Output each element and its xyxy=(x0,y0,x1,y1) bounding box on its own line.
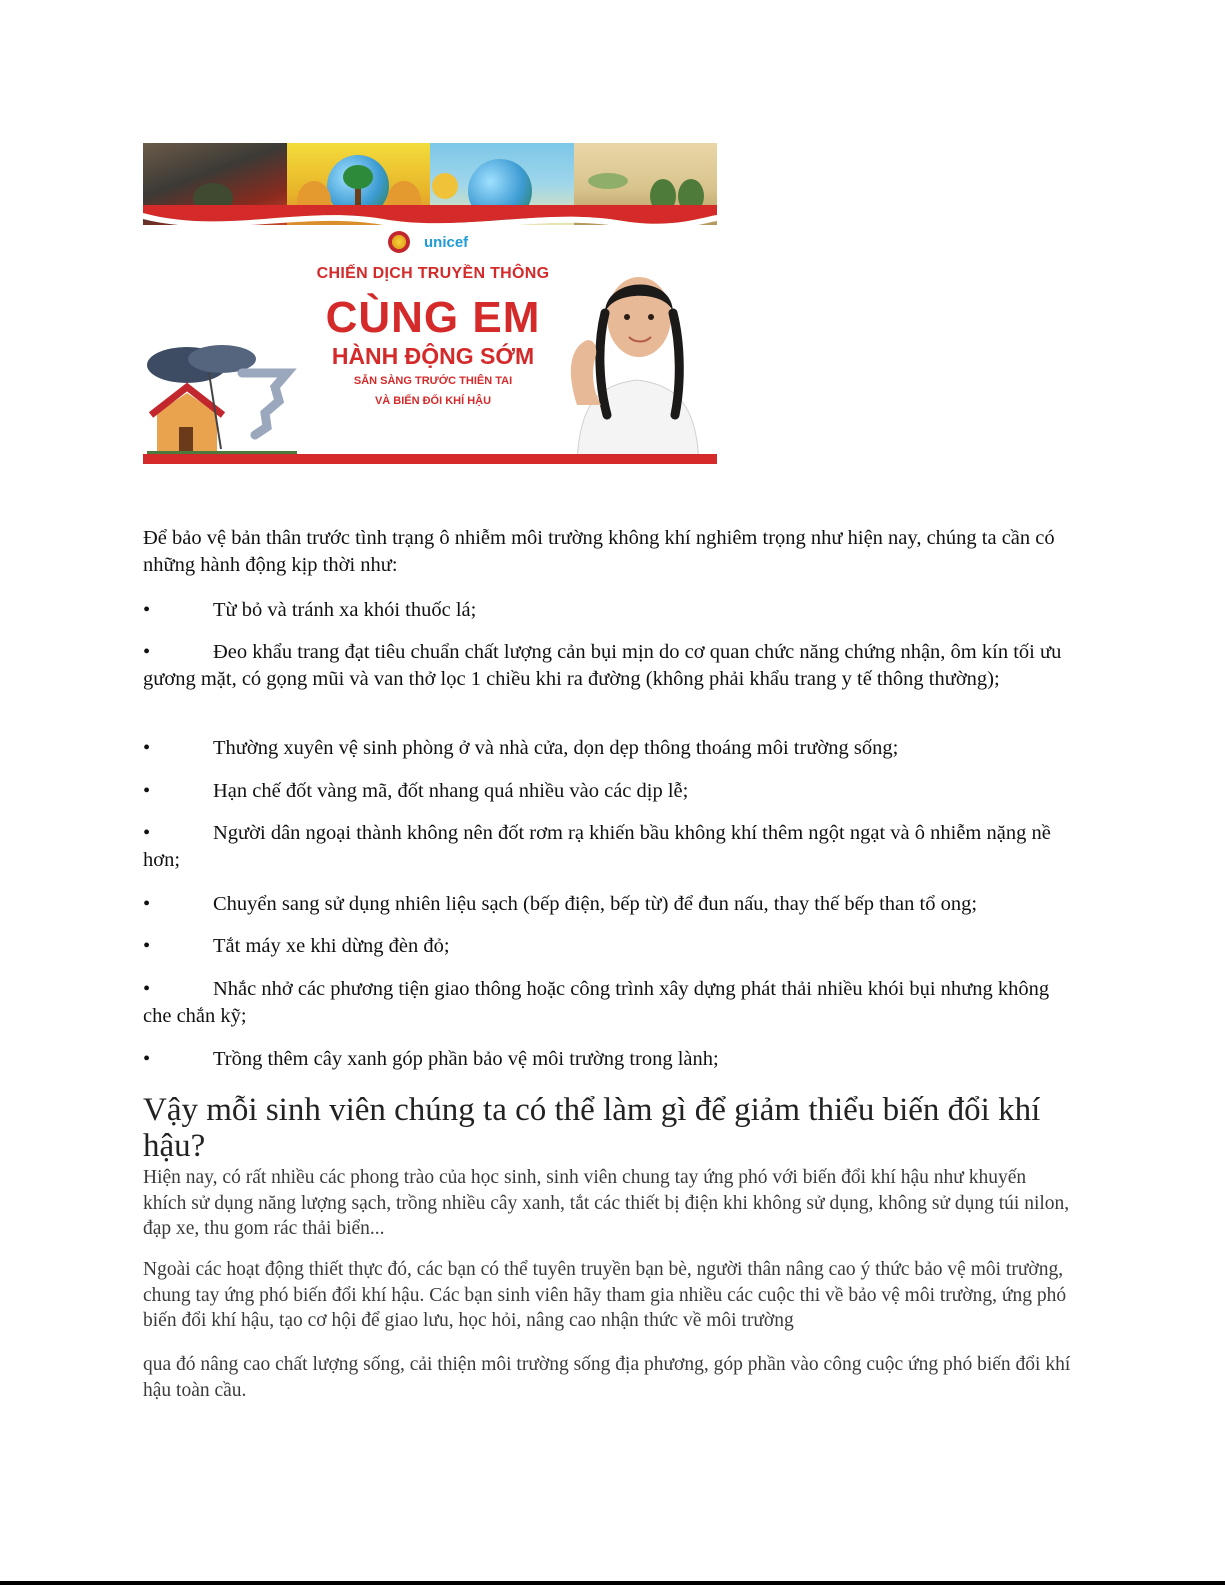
paragraph: Hiện nay, có rất nhiều các phong trào của học sinh, sinh viên chung tay ứng phó với biến đổi khí hậu như khuyến khích sử dụng năng lượng sạch, trồng nhiều cây xanh, tắt các thiết bị điện khi không sử dụng, không sử dụng túi nilon, đạp xe, thu gom rác thải biển... xyxy=(143,1167,1070,1239)
section-heading: Vậy mỗi sinh viên chúng ta có thể làm gì để giảm thiểu biến đổi khí hậu? xyxy=(143,1092,1041,1164)
list-item-text: Thường xuyên vệ sinh phòng ở và nhà cửa, dọn dẹp thông thoáng môi trường sống; xyxy=(213,737,899,759)
banner-title: CÙNG EM xyxy=(325,293,541,342)
banner-subtitle: HÀNH ĐỘNG SỚM xyxy=(331,343,535,369)
list-item-text: Hạn chế đốt vàng mã, đốt nhang quá nhiều vào các dịp lễ; xyxy=(213,780,689,802)
bullet-icon: • xyxy=(143,737,151,759)
bullet-icon: • xyxy=(143,1048,151,1070)
banner-tagline-2: VÀ BIẾN ĐỔI KHÍ HẬU xyxy=(374,395,492,407)
list-item xyxy=(143,976,1073,1030)
campaign-banner-image xyxy=(143,143,717,464)
paragraph: Ngoài các hoạt động thiết thực đó, các bạn có thể tuyên truyền bạn bè, người thân nâng cao ý thức bảo vệ môi trường, chung tay ứng phó biến đổi khí hậu. Các bạn sinh viên hãy tham gia nhiều các cuộc thi về bảo vệ môi trường, ứng phó biến đổi khí hậu, tạo cơ hội để giao lưu, học hỏi, nâng cao nhận thức về môi trường xyxy=(143,1259,1067,1331)
list-item xyxy=(143,597,1073,624)
banner-tagline-1: SẴN SÀNG TRƯỚC THIÊN TAI xyxy=(353,375,513,387)
national-emblem-icon xyxy=(388,231,410,253)
bullet-icon: • xyxy=(143,978,151,1000)
bullet-icon: • xyxy=(143,599,151,621)
list-item-text: Từ bỏ và tránh xa khói thuốc lá; xyxy=(213,599,477,621)
list-item xyxy=(143,820,1073,874)
list-item xyxy=(143,891,1073,918)
partner-logos xyxy=(388,231,468,253)
list-item xyxy=(143,933,1073,960)
list-item-text: Chuyển sang sử dụng nhiên liệu sạch (bếp điện, bếp từ) để đun nấu, thay thế bếp than tổ ong; xyxy=(213,893,978,915)
banner-campaign-label: CHIẾN DỊCH TRUYỀN THÔNG xyxy=(316,265,550,282)
list-item-text: Người dân ngoại thành không nên đốt rơm rạ khiến bầu không khí thêm ngột ngạt và ô nhiễm nặng nề hơn; xyxy=(143,822,1051,871)
list-item xyxy=(143,1046,1073,1073)
bullet-icon: • xyxy=(143,893,151,915)
paragraph: qua đó nâng cao chất lượng sống, cải thiện môi trường sống địa phương, góp phần vào công cuộc ứng phó biến đổi khí hậu toàn cầu. xyxy=(143,1354,1071,1401)
bullet-icon: • xyxy=(143,935,151,957)
list-item xyxy=(143,778,1073,805)
list-item-text: Tắt máy xe khi dừng đèn đỏ; xyxy=(213,935,450,957)
list-item-text: Trồng thêm cây xanh góp phần bảo vệ môi trường trong lành; xyxy=(213,1048,719,1070)
page-bottom-border xyxy=(0,1581,1225,1585)
list-item-text: Nhắc nhở các phương tiện giao thông hoặc công trình xây dựng phát thải nhiều khói bụi nhưng không che chắn kỹ; xyxy=(143,978,1050,1027)
storm-illustration xyxy=(147,343,297,464)
intro-paragraph: Để bảo vệ bản thân trước tình trạng ô nhiễm môi trường không khí nghiêm trọng như hiện nay, chúng ta cần có những hành động kịp thời như: xyxy=(143,527,1055,576)
list-item-text: Đeo khẩu trang đạt tiêu chuẩn chất lượng cản bụi mịn do cơ quan chức năng chứng nhận, ôm kín tối ưu gương mặt, có gọng mũi và van thở lọc 1 chiều khi ra đường (không phải khẩu trang y tế thông thường); xyxy=(143,641,1062,690)
banner-bottom-bar xyxy=(143,454,717,464)
bullet-icon: • xyxy=(143,641,151,663)
list-item xyxy=(143,735,1073,762)
unicef-logo: unicef xyxy=(424,233,469,251)
girl-illustration xyxy=(557,255,717,464)
bullet-icon: • xyxy=(143,780,151,802)
bullet-icon: • xyxy=(143,822,151,844)
list-item xyxy=(143,639,1073,693)
